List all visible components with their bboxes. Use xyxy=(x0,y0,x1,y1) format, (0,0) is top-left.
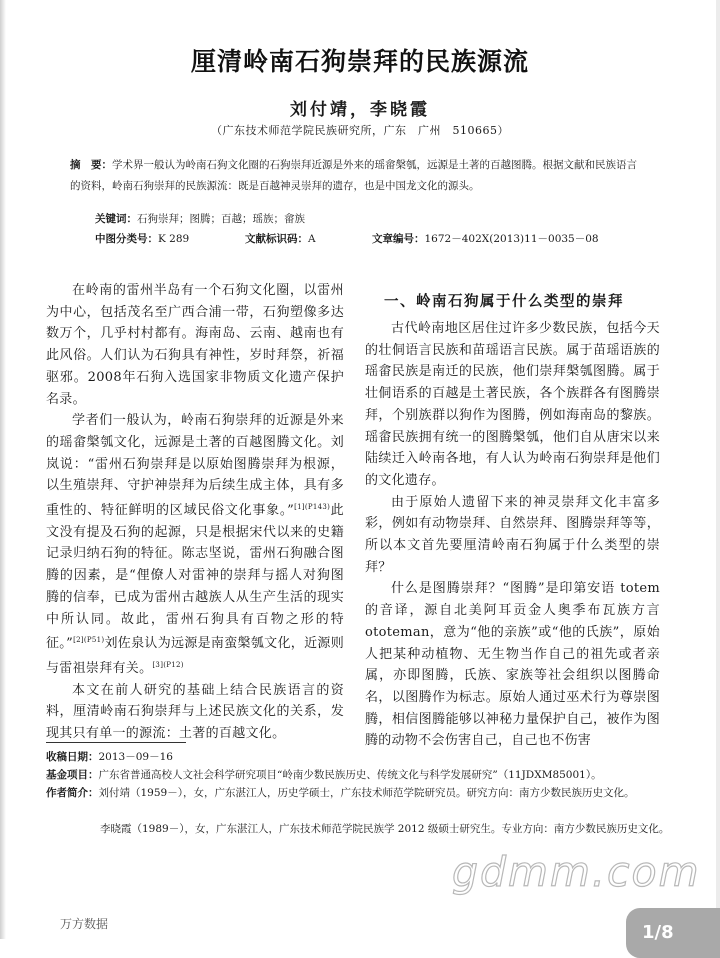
page-shadow-left xyxy=(0,0,6,939)
doc-code: 文献标识码：A xyxy=(245,233,316,245)
paragraph: 由于原始人遗留下来的神灵崇拜文化丰富多彩，例如有动物崇拜、自然崇拜、图腾崇拜等等，所以本文首先要厘清岭南石狗属于什么类型的崇拜？ xyxy=(365,494,660,575)
authors: 刘付靖，李晓霞 xyxy=(290,100,430,120)
watermark: gdmm.com xyxy=(452,848,701,896)
abstract-label: 摘 要： xyxy=(70,159,112,171)
paragraph: 学者们一般认为，岭南石狗崇拜的近源是外来的瑶畲槃瓠文化，远源是土著的百越图腾文化。刘岚说：“雷州石狗崇拜是以原始图腾崇拜为根源，以生殖崇拜、守护神崇拜为后续生成主体，具有多重性的、特征鲜明的区域民俗文化事象。”$^{[1](P143)}$此文没有提及石狗的起源，只是根据宋代以来的史籍记录归纳石狗的特征。陈志坚说，雷州石狗融合图腾的因素，是“俚僚人对雷神的崇拜与摇人对狗图腾的信奉，已成为雷州古越族人从生产生活的现实中所认同。故此，雷州石狗具有百物之形的特征。”$^{[2](P51)}$刘佐泉认为远源是南蛮槃瓠文化，近源则与雷祖崇拜有关。$^{[3](P12)}$ xyxy=(46,413,344,676)
article-number: 文章编号：1672－402X(2013)11－0035－08 xyxy=(372,233,599,245)
abstract xyxy=(70,155,645,197)
footnote-divider xyxy=(46,742,186,743)
source-label: 万方数据 xyxy=(60,917,109,931)
page-shadow-right xyxy=(716,0,720,939)
citation: [3](P12) xyxy=(152,660,184,669)
abstract-text: 学术界一般认为岭南石狗文化圈的石狗崇拜近源是外来的瑶畲槃瓠，远源是土著的百越图腾。根据文献和民族语言的资料，岭南石狗崇拜的民族源流：既是百越神灵崇拜的遗存，也是中国龙文化的源头。 xyxy=(70,159,637,192)
paper-title: 厘清岭南石狗崇拜的民族源流 xyxy=(190,47,529,76)
paragraph: 古代岭南地区居住过许多少数民族，包括今天的壮侗语言民族和苗瑶语言民族。属于苗瑶语族的瑶畲民族是南迁的民族，他们崇拜槃瓠图腾。属于壮侗语系的百越是土著民族，各个族群各有图腾崇拜，个别族群以狗作为图腾，例如海南岛的黎族。瑶畲民族拥有统一的图腾槃瓠，他们自从唐宋以来陆续迁入岭南各地，有人认为岭南石狗崇拜是他们的文化遗存。 xyxy=(365,321,660,488)
body-column-left xyxy=(46,280,344,745)
paragraph: 什么是图腾崇拜？“图腾”是印第安语 totem 的音译，源自北美阿耳贡金人奥季布瓦族方言 ototeman，意为“他的亲族”或“他的氏族”，原始人把某种动植物、无生物当作自己的祖先或者亲属，亦即图腾，氏族、家族等社会组织以图腾命名，以图腾作为标志。原始人通过巫术行为尊崇图腾，相信图腾能够以神秘力量保护自己，被作为图腾的动物不会伤害自己，自己也不伤害 xyxy=(365,581,660,749)
citation: [2](P51) xyxy=(73,636,105,645)
page-indicator[interactable] xyxy=(626,908,720,958)
keywords xyxy=(95,211,305,226)
fund-project: 基金项目：广东省普通高校人文社会科学研究项目“岭南少数民族历史、传统文化与科学发展研究”（11JDXM85001）。 xyxy=(46,769,602,781)
page-indicator-text: 1/8 xyxy=(642,922,674,943)
paragraph: 本文在前人研究的基础上结合民族语言的资料，厘清岭南石狗崇拜与上述民族文化的关系，发现其只有单一的源流：土著的百越文化。 xyxy=(46,682,344,742)
section-heading: 一、岭南石狗属于什么类型的崇拜 xyxy=(384,294,624,310)
paragraph: 在岭南的雷州半岛有一个石狗文化圈，以雷州为中心，包括茂名至广西合浦一带，石狗塑像多达数万个，几乎村村都有。海南岛、云南、越南也有此风俗。人们认为石狗具有神性，岁时拜祭，祈福驱邪。2008年石狗入选国家非物质文化遗产保护名录。 xyxy=(46,283,344,407)
received-date: 收稿日期：2013－09－16 xyxy=(46,751,173,763)
classification: 中图分类号：K 289 xyxy=(95,233,190,245)
affiliation: （广东技术师范学院民族研究所，广东 广州 510665） xyxy=(211,124,509,137)
body-column-right xyxy=(365,318,660,752)
keywords-label: 关键词： xyxy=(95,213,137,225)
author-bio-1: 作者简介：刘付靖（1959－），女，广东湛江人，历史学硕士，广东技术师范学院研究员。研究方向：南方少数民族历史文化。 xyxy=(46,787,635,799)
keywords-text: 石狗崇拜；图腾；百越；瑶族；畲族 xyxy=(137,213,305,225)
author-bio-2: 李晓霞（1989－），女，广东湛江人，广东技术师范学院民族学 2012 级硕士研究生。专业方向：南方少数民族历史文化。 xyxy=(100,823,670,835)
citation: [1](P143) xyxy=(294,503,331,512)
